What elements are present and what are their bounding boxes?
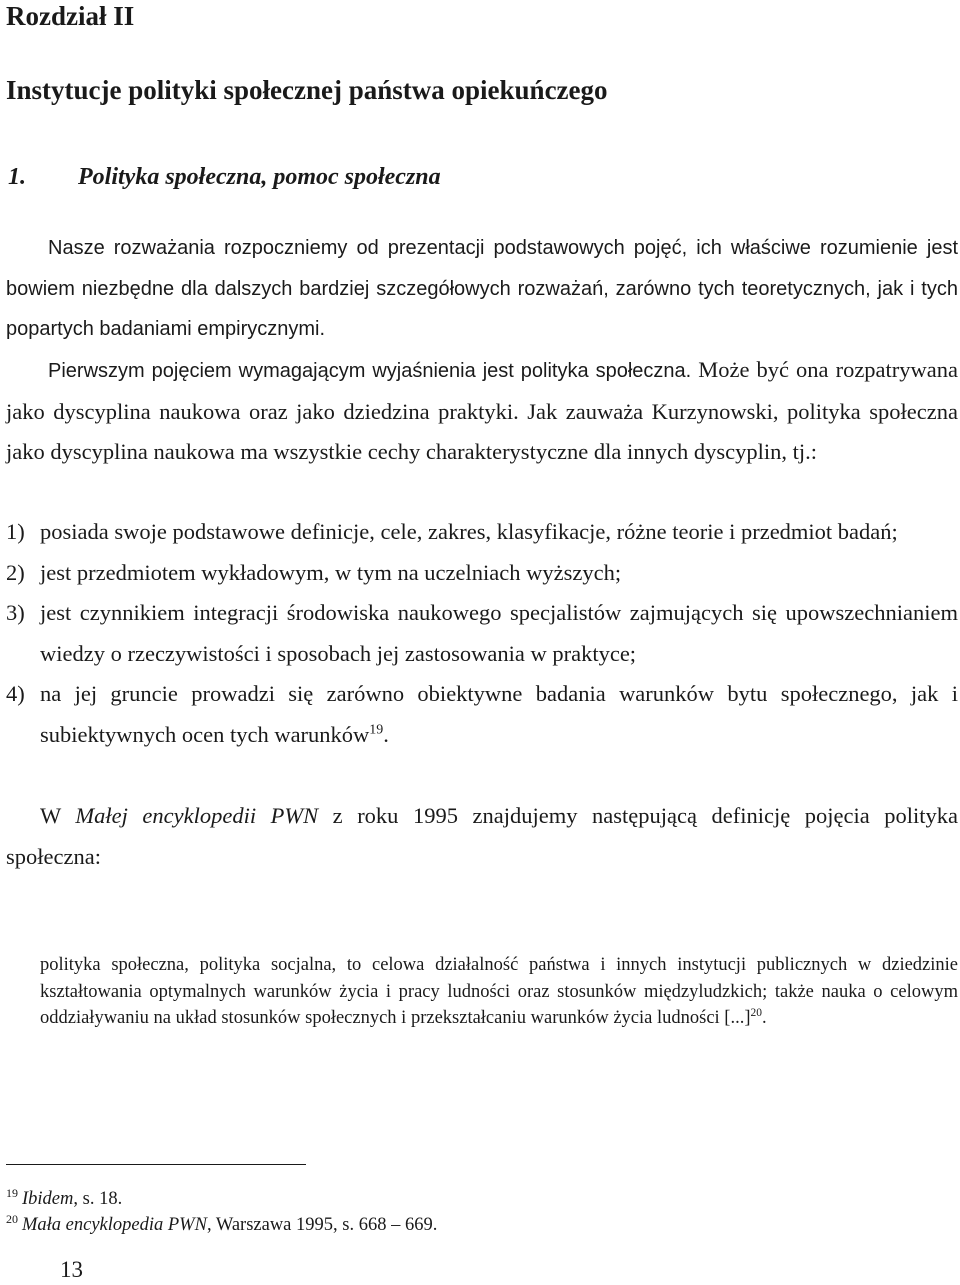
chapter-heading: Rozdział II: [6, 1, 135, 31]
footnote: [6, 1186, 906, 1212]
list-marker: 3): [6, 600, 25, 625]
footnote-separator: [6, 1164, 306, 1165]
encyclopedia-title: Małej encyklopedii PWN: [75, 803, 319, 828]
section-title: Polityka społeczna, pomoc społeczna: [78, 164, 441, 190]
footnotes: [6, 1186, 906, 1238]
footnote-source: Ibidem: [22, 1189, 74, 1209]
footnote: [6, 1212, 906, 1238]
list-item-tail: .: [383, 721, 389, 747]
footnote-reference: 20: [750, 1006, 762, 1019]
section-heading: [8, 162, 441, 192]
section-number: 1.: [8, 164, 26, 190]
list-marker: 4): [6, 681, 25, 706]
list-item-text: na jej gruncie prowadzi się zarówno obiektywne badania warunków bytu społecznego, jak i subiektywnych ocen tych warunków: [40, 681, 958, 747]
footnote-number: 19: [6, 1185, 18, 1200]
list-item-text: jest przedmiotem wykładowym, w tym na uczelniach wyższych;: [40, 559, 622, 585]
quote-tail: .: [761, 1008, 767, 1028]
list-item-text: jest czynnikiem integracji środowiska naukowego specjalistów zajmujących się upowszechnianiem wiedzy o rzeczywistości i sposobach jej zastosowania w praktyce;: [40, 600, 958, 666]
list-marker: 1): [6, 519, 25, 544]
paragraph-encyclopedia-before: W: [40, 803, 76, 828]
list-item-text: posiada swoje podstawowe definicje, cele, zakres, klasyfikacje, różne teorie i przedmiot badań;: [40, 519, 898, 544]
page-number: 13: [60, 1257, 83, 1282]
list-marker: 2): [6, 559, 25, 585]
definition-quote: [40, 952, 958, 1032]
footnote-reference: 19: [369, 722, 384, 737]
paragraph-policy-definition: [6, 350, 958, 473]
footnote-number: 20: [6, 1211, 18, 1226]
paragraph-policy-lead: Pierwszym pojęciem wymagającym wyjaśnienia jest polityka społeczna.: [48, 360, 692, 382]
list-item: [6, 512, 958, 553]
list-item: [6, 553, 958, 594]
list-item: [6, 593, 958, 674]
footnote-source: Mała encyklopedia PWN: [22, 1215, 207, 1235]
chapter-title: Instytucje polityki społecznej państwa opiekuńczego: [6, 75, 608, 105]
footnote-detail: , s. 18.: [73, 1189, 123, 1209]
footnote-detail: , Warszawa 1995, s. 668 – 669.: [206, 1215, 438, 1235]
characteristics-list: [6, 512, 958, 755]
paragraph-policy-body: Może być ona rozpatrywana jako dyscyplina naukowa oraz jako dziedzina praktyki. Jak zauważa Kurzynowski, polityka społeczna jako dyscyplina naukowa ma wszystkie cechy charakterystyczne dla innych dyscyplin, tj.:: [6, 357, 959, 464]
paragraph-intro: Nasze rozważania rozpoczniemy od prezentacji podstawowych pojęć, ich właściwe rozumienie jest bowiem niezbędne dla dalszych bardziej szczegółowych rozważań, zarówno tych teoretycznych, jak i tych popartych badaniami empirycznymi.: [6, 237, 958, 340]
paragraph-encyclopedia: [6, 796, 958, 877]
paragraph-encyclopedia-after: z roku 1995 znajdujemy następującą definicję pojęcia polityka społeczna:: [6, 803, 958, 869]
list-item: [6, 674, 958, 755]
quote-text: polityka społeczna, polityka socjalna, to celowa działalność państwa i innych instytucji publicznych w dziedzinie kształtowania optymalnych warunków życia i pracy ludności oraz stosunków międzyludzkich; także nauka o celowym oddziaływaniu na układ stosunków społecznych i przekształcaniu warunków życia ludności [...]: [40, 955, 958, 1028]
